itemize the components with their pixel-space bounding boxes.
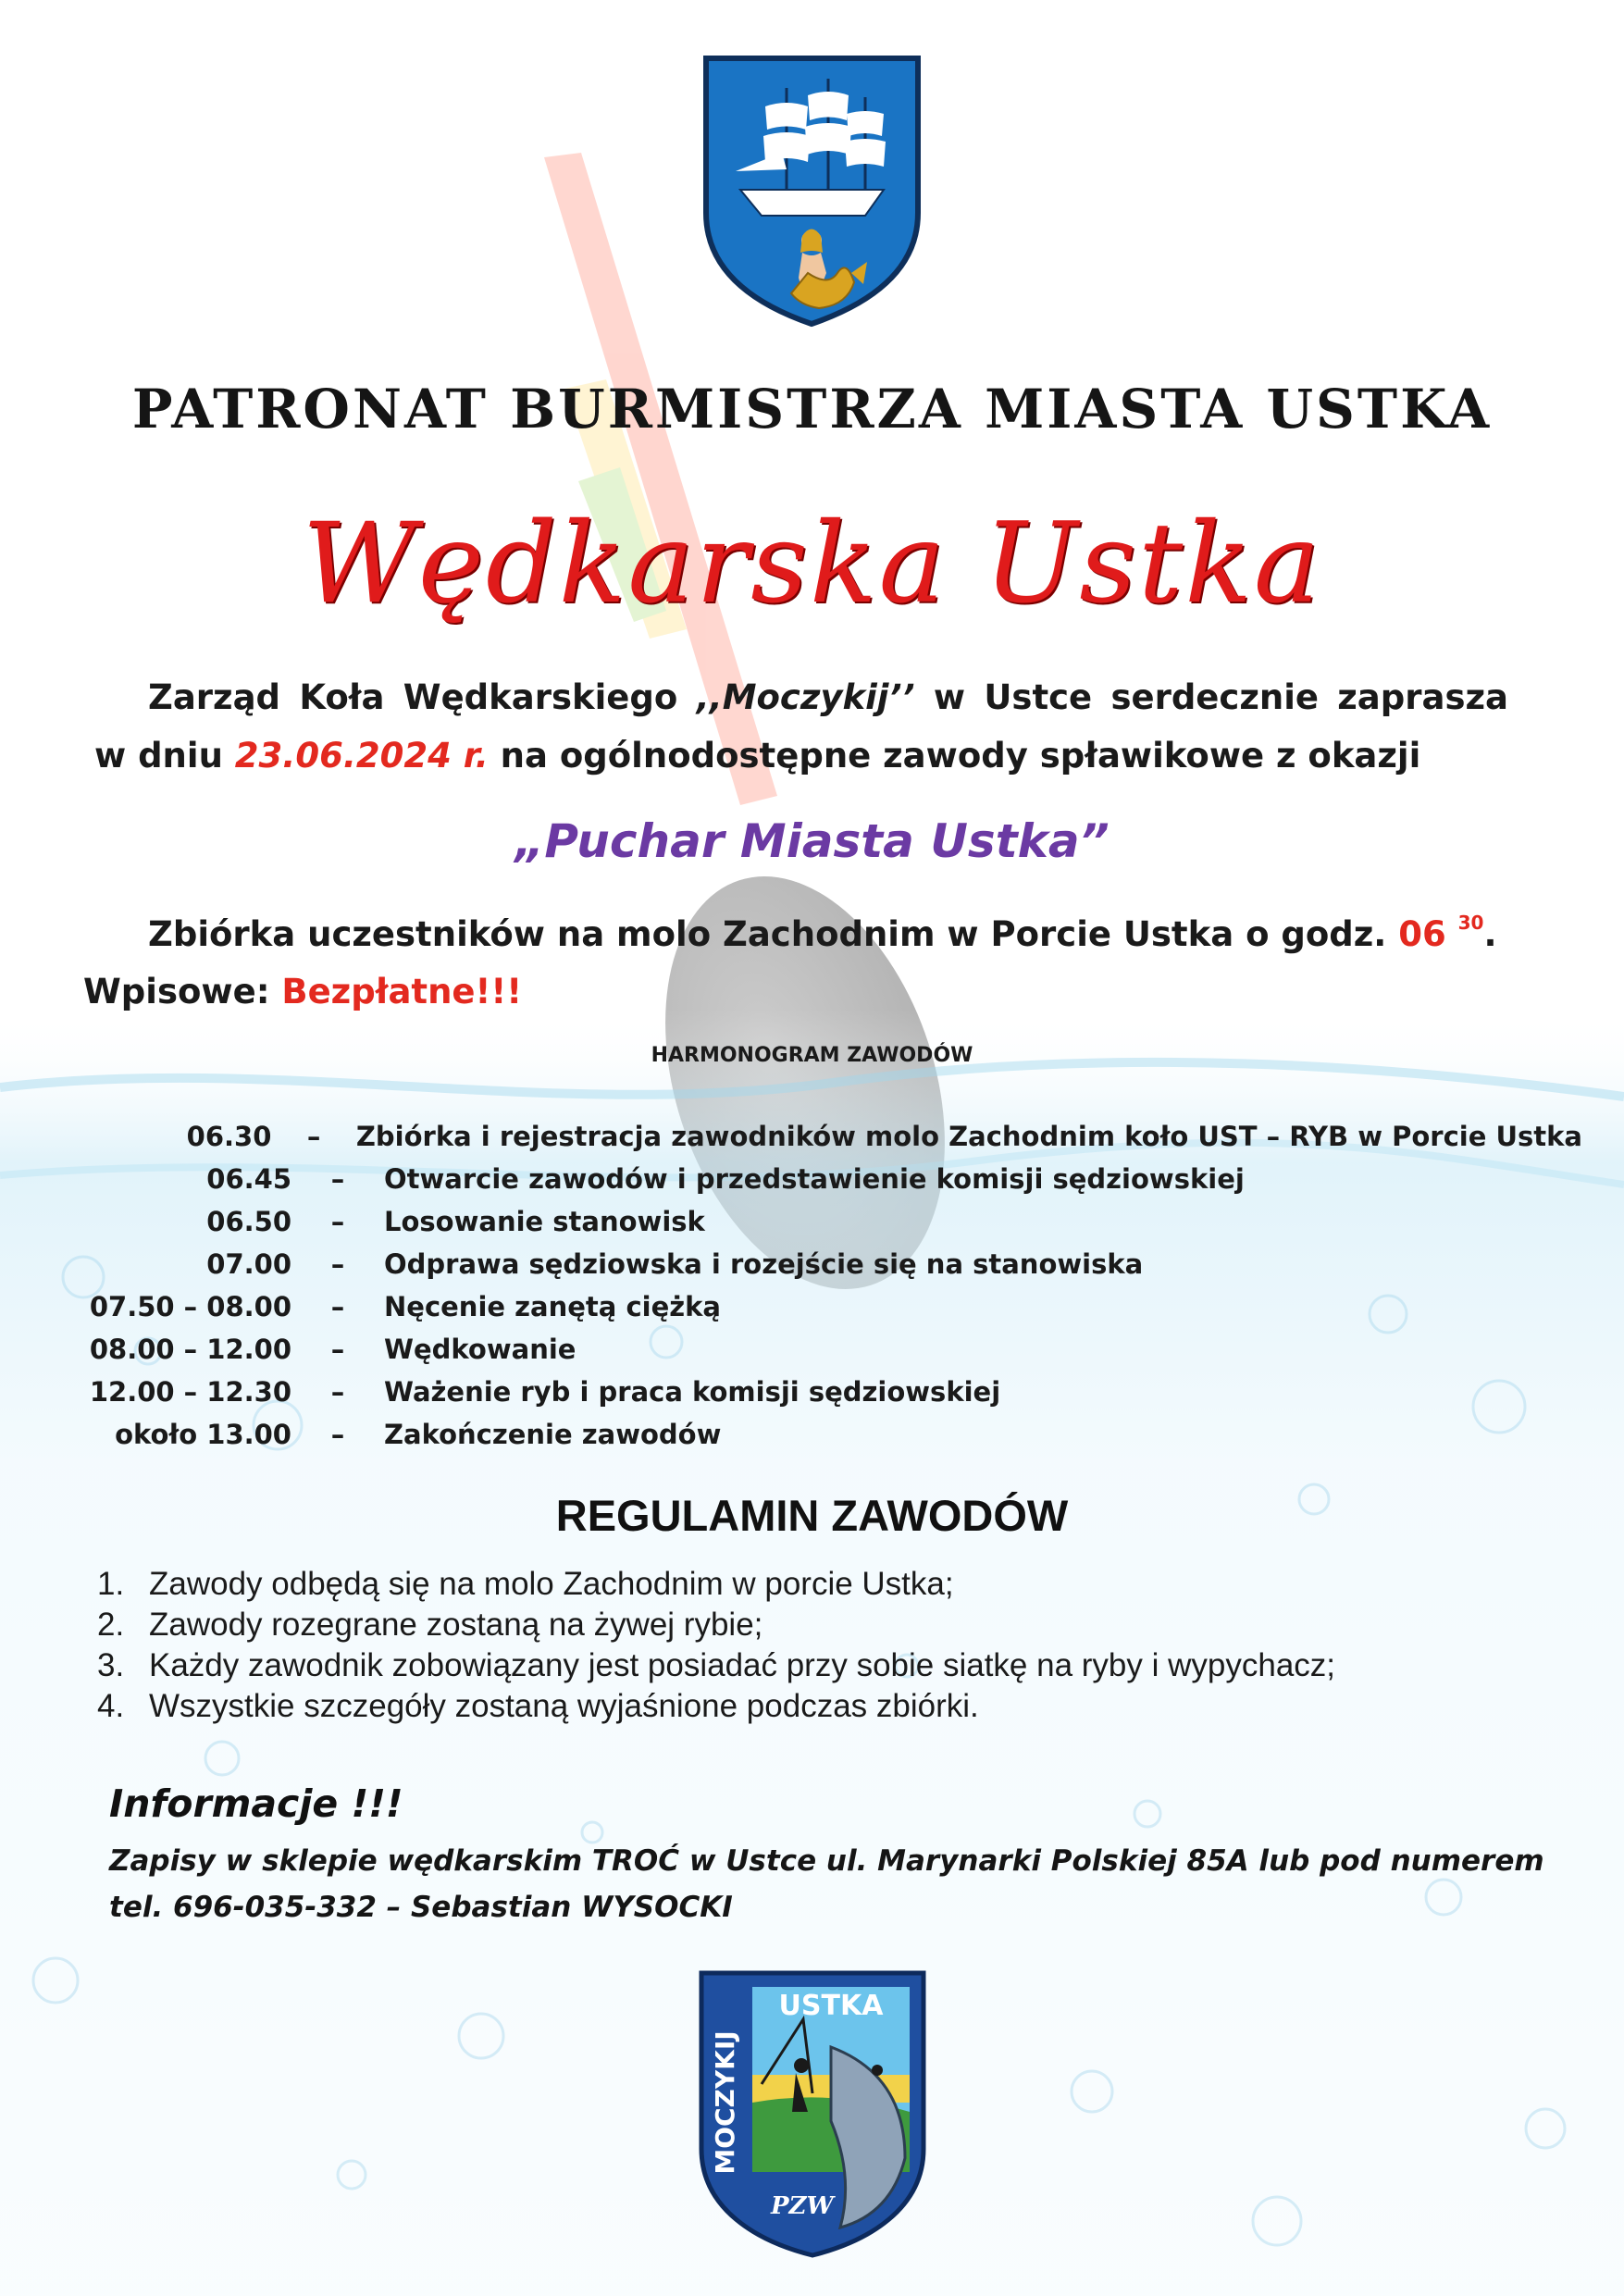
schedule-desc: Losowanie stanowisk	[384, 1206, 705, 1237]
schedule-dash: –	[330, 1334, 345, 1365]
rule-number: 2.	[97, 1607, 125, 1643]
invitation-line-2	[94, 736, 1420, 776]
invitation-text: Zarząd Koła Wędkarskiego	[148, 677, 697, 717]
info-contact: tel. 696-035-332 – Sebastian WYSOCKI	[109, 1891, 733, 1924]
schedule-time: około 13.00	[115, 1419, 291, 1450]
schedule-row	[56, 1115, 1582, 1158]
rule-number: 3.	[97, 1647, 125, 1683]
schedule-desc: Wędkowanie	[384, 1334, 576, 1365]
schedule-dash: –	[330, 1163, 345, 1195]
schedule-row	[56, 1285, 1582, 1328]
schedule-time: 06.45	[206, 1163, 291, 1195]
moczykij-club-logo-icon	[692, 1964, 933, 2260]
schedule-time: 07.00	[206, 1248, 291, 1280]
schedule-time: 12.00 – 12.30	[89, 1376, 291, 1408]
schedule-time: 08.00 – 12.00	[89, 1334, 291, 1365]
schedule-dash: –	[306, 1121, 321, 1152]
rule-number: 4.	[97, 1688, 125, 1724]
ustka-coat-of-arms-icon	[699, 51, 925, 329]
info-title: Informacje !!!	[109, 1781, 403, 1826]
schedule-row	[56, 1158, 1582, 1200]
cup-title: „Puchar Miasta Ustka”	[514, 814, 1110, 868]
invitation-text: w dniu	[94, 736, 235, 776]
schedule-row	[56, 1200, 1582, 1243]
invitation-text: na ogólnodostępne zawody spławikowe z okazji	[488, 736, 1421, 776]
rule-text: Każdy zawodnik zobowiązany jest posiadać przy sobie siatkę na ryby i wypychacz;	[149, 1647, 1336, 1683]
invitation-text: w Ustce serdecznie zaprasza	[914, 677, 1508, 717]
club-name: ,,Moczykij’’	[696, 677, 915, 717]
logo-org-text: PZW	[771, 2192, 834, 2220]
rule-item	[97, 1645, 1578, 1686]
gathering-end: .	[1483, 914, 1497, 954]
rule-number: 1.	[97, 1566, 125, 1602]
schedule-desc: Ważenie ryb i praca komisji sędziowskiej	[384, 1376, 1001, 1408]
schedule-dash: –	[330, 1376, 345, 1408]
fee-value: Bezpłatne!!!	[281, 972, 523, 1011]
gathering-info	[148, 912, 1545, 954]
rule-item	[97, 1605, 1578, 1645]
schedule-dash: –	[330, 1291, 345, 1322]
schedule-time: 07.50 – 08.00	[89, 1291, 291, 1322]
logo-club-text: MOCZYKIJ	[710, 2030, 740, 2175]
event-title: Wędkarska Ustka	[302, 500, 1322, 628]
rule-item	[97, 1564, 1578, 1605]
schedule-row	[56, 1413, 1582, 1456]
schedule-dash: –	[330, 1419, 345, 1450]
rule-text: Zawody rozegrane zostaną na żywej rybie;	[149, 1607, 763, 1643]
schedule-desc: Nęcenie zanętą ciężką	[384, 1291, 721, 1322]
gathering-text: Zbiórka uczestników na molo Zachodnim w Porcie Ustka o godz.	[148, 914, 1399, 954]
schedule-title: HARMONOGRAM ZAWODÓW	[651, 1044, 973, 1067]
schedule-desc: Otwarcie zawodów i przedstawienie komisji sędziowskiej	[384, 1163, 1245, 1195]
schedule-dash: –	[330, 1248, 345, 1280]
invitation-line-1	[148, 677, 1508, 717]
schedule-row	[56, 1243, 1582, 1285]
info-signup: Zapisy w sklepie wędkarskim TROĆ w Ustce ul. Marynarki Polskiej 85A lub pod numerem	[109, 1844, 1544, 1878]
logo-city-text: USTKA	[778, 1990, 884, 2022]
rule-text: Wszystkie szczegóły zostaną wyjaśnione podczas zbiórki.	[149, 1688, 979, 1724]
schedule-time: 06.30	[186, 1121, 272, 1152]
schedule-desc: Zbiórka i rejestracja zawodników molo Zachodnim koło UST – RYB w Porcie Ustka	[355, 1121, 1582, 1152]
schedule-list	[56, 1115, 1582, 1456]
schedule-desc: Odprawa sędziowska i rozejście się na stanowiska	[384, 1248, 1144, 1280]
gathering-hour: 06	[1398, 914, 1446, 954]
fee-label: Wpisowe:	[83, 972, 282, 1011]
rules-title: REGULAMIN ZAWODÓW	[555, 1491, 1069, 1540]
schedule-desc: Zakończenie zawodów	[384, 1419, 722, 1450]
schedule-row	[56, 1328, 1582, 1371]
patronage-heading: PATRONAT BURMISTRZA MIASTA USTKA	[131, 378, 1493, 441]
entry-fee	[83, 972, 522, 1011]
rule-item	[97, 1686, 1578, 1727]
event-date: 23.06.2024 r.	[234, 736, 489, 776]
schedule-time: 06.50	[206, 1206, 291, 1237]
rule-text: Zawody odbędą się na molo Zachodnim w porcie Ustka;	[149, 1566, 954, 1602]
schedule-dash: –	[330, 1206, 345, 1237]
gathering-minutes: 30	[1457, 912, 1484, 934]
schedule-row	[56, 1371, 1582, 1413]
rules-list	[97, 1564, 1578, 1727]
